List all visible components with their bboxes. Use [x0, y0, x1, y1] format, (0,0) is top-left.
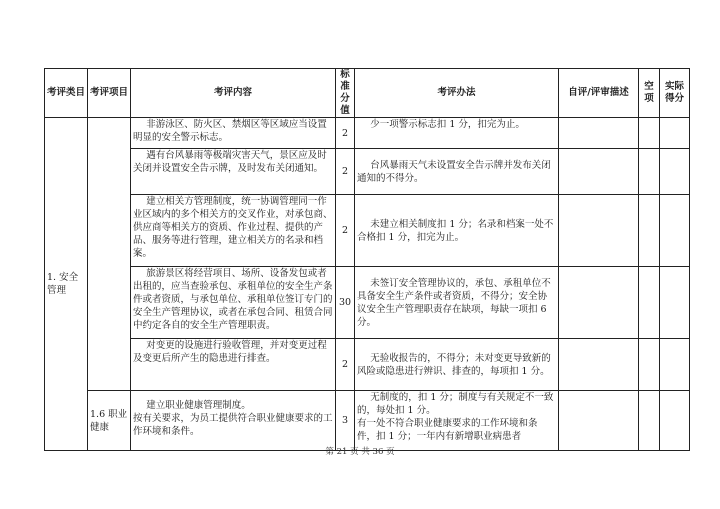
header-method: 考评办法 [355, 69, 559, 118]
score-cell: 2 [336, 118, 355, 149]
header-self-eval: 自评/评审描述 [559, 69, 639, 118]
header-row [45, 69, 690, 118]
blank-cell[interactable] [639, 339, 660, 391]
score-cell: 2 [336, 195, 355, 267]
content-cell: 非游泳区、防火区、禁烟区等区域应当设置明显的安全警示标志。 [131, 118, 336, 149]
self-eval-cell[interactable] [559, 339, 639, 391]
item-cell-health: 1.6 职业健康 [88, 391, 131, 451]
self-eval-cell[interactable] [559, 391, 639, 451]
blank-cell[interactable] [639, 391, 660, 451]
method-cell: 无制度的，扣 1 分；制度与有关规定不一致的，每处扣 1 分。 有一处不符合职业健康要求的工作环境和条件，扣 1 分；一年内有新增职业病患者 [355, 391, 559, 451]
table-row [45, 118, 690, 149]
self-eval-cell[interactable] [559, 195, 639, 267]
page-footer: 第 21 页 共 36 页 [325, 447, 395, 457]
header-content: 考评内容 [131, 69, 336, 118]
method-cell: 未建立相关制度扣 1 分；名录和档案一处不合格扣 1 分，扣完为止。 [355, 195, 559, 267]
header-item: 考评项目 [88, 69, 131, 118]
table-row [45, 267, 690, 339]
score-cell: 3 [336, 391, 355, 451]
evaluation-table [44, 68, 690, 451]
actual-cell[interactable] [660, 195, 690, 267]
header-actual: 实际得分 [660, 69, 690, 118]
content-cell: 建立职业健康管理制度。 按有关要求，为员工提供符合职业健康要求的工作环境和条件。 [131, 391, 336, 451]
content-cell: 对变更的设施进行验收管理，并对变更过程及变更后所产生的隐患进行排查。 [131, 339, 336, 391]
blank-cell[interactable] [639, 195, 660, 267]
self-eval-cell[interactable] [559, 149, 639, 195]
table-row [45, 391, 690, 451]
method-cell: 无验收报告的，不得分；未对变更导致新的风险或隐患进行辨识、排查的，每项扣 1 分。 [355, 339, 559, 391]
item-cell-empty [88, 118, 131, 391]
method-cell: 台风暴雨天气未设置安全告示牌并发布关闭通知的不得分。 [355, 149, 559, 195]
actual-cell[interactable] [660, 149, 690, 195]
method-cell: 未签订安全管理协议的，承包、承租单位不具备安全生产条件或者资质，不得分；安全协议安全生产管理职责存在缺项，每缺一项扣 6 分。 [355, 267, 559, 339]
actual-cell[interactable] [660, 339, 690, 391]
header-blank: 空项 [639, 69, 660, 118]
score-cell: 2 [336, 149, 355, 195]
content-cell: 旅游景区将经营项目、场所、设备发包或者出租的，应当查验承包、承租单位的安全生产条件或者资质，与承包单位、承租单位签订专门的安全生产管理协议，或者在承包合同、租赁合同中约定各自的安全生产管理职责。 [131, 267, 336, 339]
actual-cell[interactable] [660, 391, 690, 451]
actual-cell[interactable] [660, 267, 690, 339]
header-score: 标准分值 [336, 69, 355, 118]
actual-cell[interactable] [660, 118, 690, 149]
method-cell: 少一项警示标志扣 1 分，扣完为止。 [355, 118, 559, 149]
self-eval-cell[interactable] [559, 267, 639, 339]
table-row [45, 195, 690, 267]
score-cell: 30 [336, 267, 355, 339]
table-row [45, 149, 690, 195]
content-cell: 建立相关方管理制度，统一协调管理同一作业区域内的多个相关方的交叉作业，对承包商、供应商等相关方的资质、作业过程、提供的产品、服务等进行管理，建立相关方的名录和档案。 [131, 195, 336, 267]
table-row [45, 339, 690, 391]
self-eval-cell[interactable] [559, 118, 639, 149]
category-cell: 1. 安全管理 [45, 118, 88, 451]
score-cell: 2 [336, 339, 355, 391]
header-category: 考评类目 [45, 69, 88, 118]
blank-cell[interactable] [639, 267, 660, 339]
content-cell: 遇有台风暴雨等极端灾害天气，景区应及时关闭并设置安全告示牌，及时发布关闭通知。 [131, 149, 336, 195]
blank-cell[interactable] [639, 118, 660, 149]
blank-cell[interactable] [639, 149, 660, 195]
